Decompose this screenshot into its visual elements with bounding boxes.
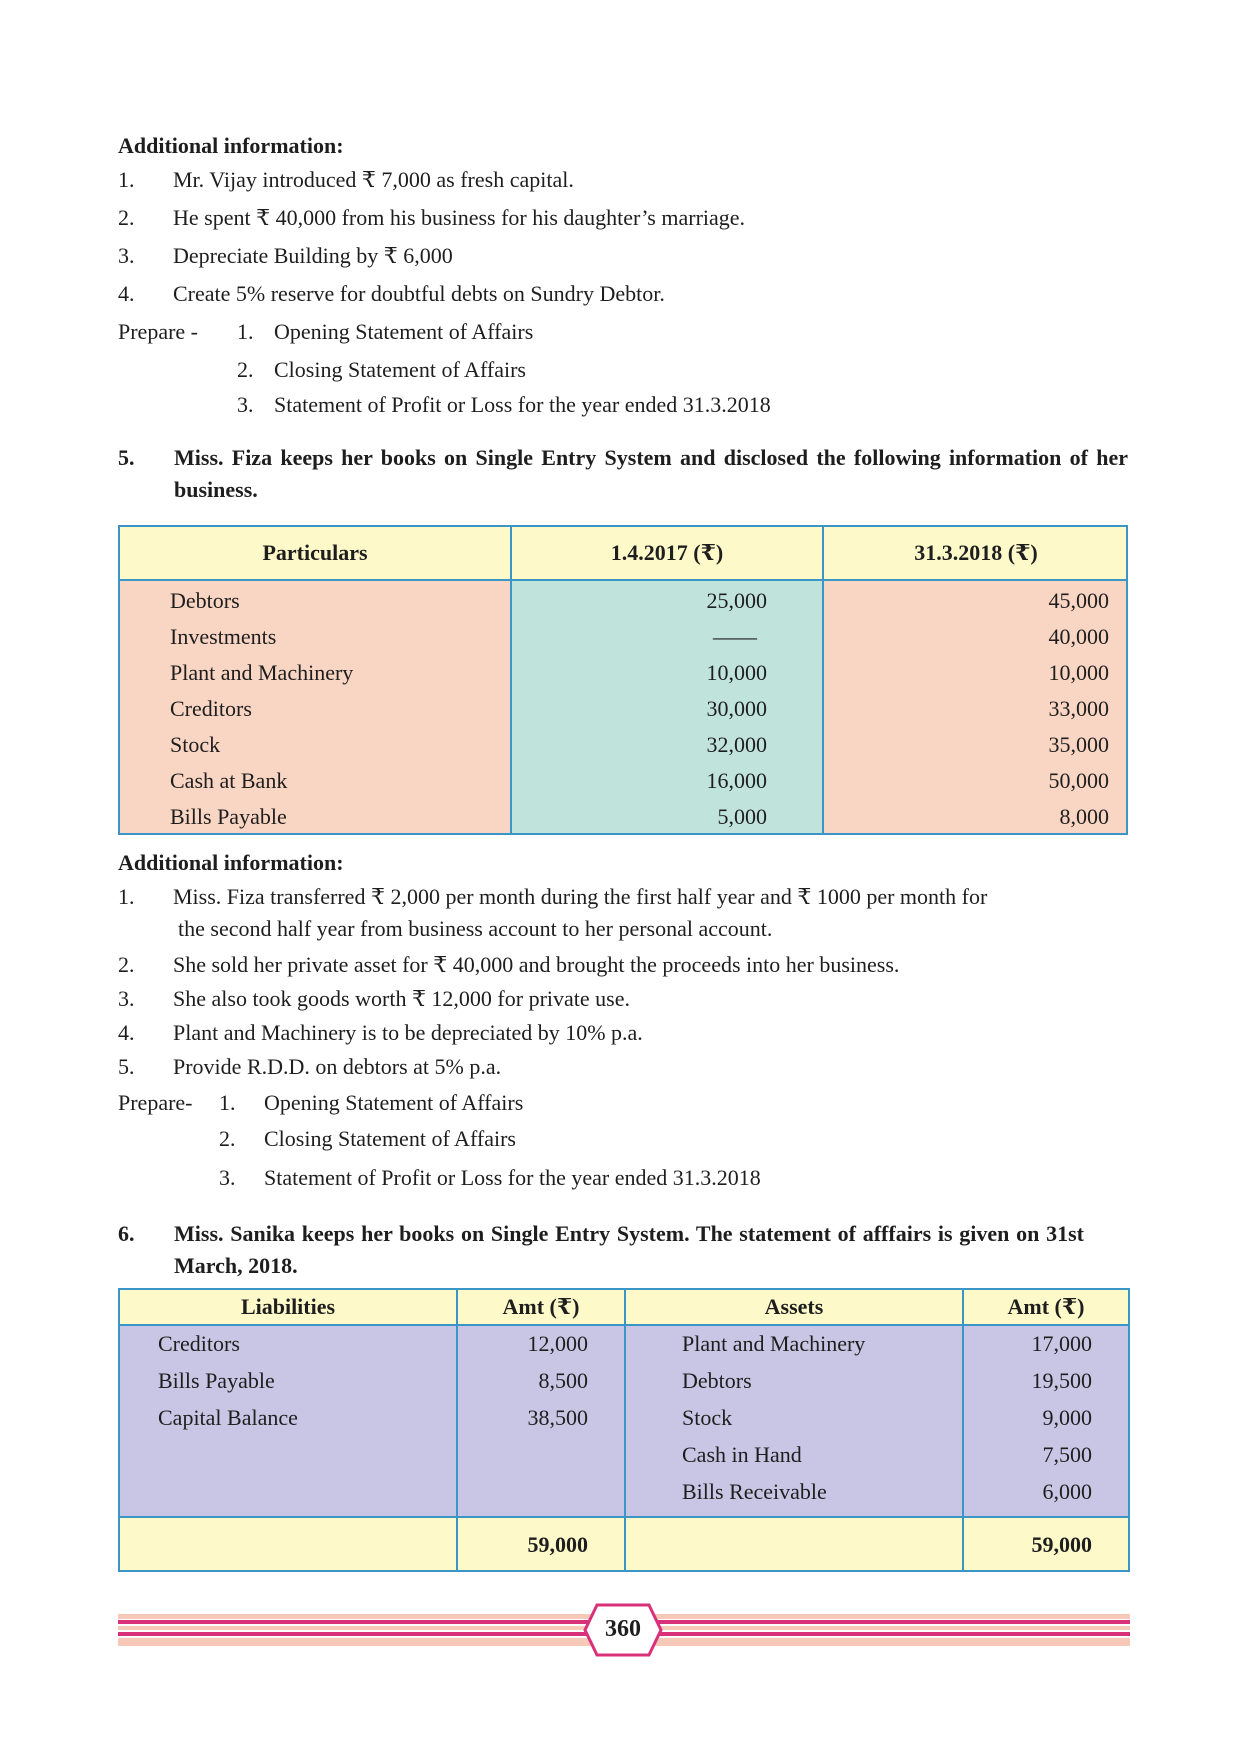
- prepare-item-number: 3.: [219, 1165, 236, 1190]
- asset-amount: 6,000: [1042, 1479, 1092, 1504]
- header-closing-date: 31.3.2018 (₹): [914, 540, 1038, 565]
- particular: Creditors: [170, 696, 252, 721]
- asset-amount: 9,000: [1042, 1405, 1092, 1430]
- asset-name: Plant and Machinery: [682, 1331, 866, 1356]
- liability-name: Capital Balance: [158, 1405, 298, 1430]
- item-number: 1.: [118, 884, 135, 909]
- particular: Plant and Machinery: [170, 660, 354, 685]
- header-particulars: Particulars: [262, 540, 368, 565]
- prepare-item-number: 1.: [219, 1090, 236, 1115]
- item-text: Provide R.D.D. on debtors at 5% p.a.: [173, 1054, 502, 1079]
- particular: Cash at Bank: [170, 768, 288, 793]
- question-6: [118, 1218, 1084, 1284]
- particular: Bills Payable: [170, 804, 287, 829]
- liability-amount: 8,500: [538, 1368, 588, 1393]
- table-row: [120, 1400, 1128, 1436]
- item-number: 4.: [118, 1020, 135, 1045]
- table-row: [120, 619, 1126, 655]
- prepare-label-top: Prepare -: [118, 319, 199, 344]
- question-text: Miss. Sanika keeps her books on Single Entry System. The statement of afffairs is given on 31st March, 2018.: [174, 1221, 1084, 1278]
- item-text: Create 5% reserve for doubtful debts on Sundry Debtor.: [173, 281, 665, 306]
- table-row: [120, 799, 1126, 835]
- table-row: [120, 727, 1126, 763]
- table-row: [120, 763, 1126, 799]
- question-number: 6.: [118, 1221, 135, 1246]
- prepare-item-number: 1.: [237, 319, 254, 344]
- question-5: [118, 442, 1128, 508]
- item-number: 3.: [118, 243, 135, 268]
- asset-amount: 19,500: [1031, 1368, 1092, 1393]
- prepare-item: [219, 1124, 516, 1154]
- prepare-item-number: 2.: [237, 357, 254, 382]
- prepare-item: [237, 355, 526, 385]
- table-row: [120, 583, 1126, 619]
- asset-amount: 7,500: [1042, 1442, 1092, 1467]
- item-text: She sold her private asset for ₹ 40,000 and brought the proceeds into her business.: [173, 952, 900, 977]
- prepare-item: [219, 1163, 761, 1193]
- item-text: Depreciate Building by ₹ 6,000: [173, 243, 453, 268]
- item-number: 2.: [118, 205, 135, 230]
- item-number: 4.: [118, 281, 135, 306]
- opening-amount: 5,000: [717, 804, 767, 829]
- opening-amount: ——: [713, 624, 757, 649]
- liability-amount: 38,500: [527, 1405, 588, 1430]
- table-row: [120, 1474, 1128, 1510]
- prepare-item-text: Opening Statement of Affairs: [274, 319, 534, 344]
- asset-name: Bills Receivable: [682, 1479, 827, 1504]
- header-liabilities: Liabilities: [240, 1294, 336, 1319]
- liability-amount: 12,000: [527, 1331, 588, 1356]
- prepare-item: [237, 390, 771, 420]
- prepare-label-q5: Prepare-: [118, 1090, 193, 1115]
- asset-name: Stock: [682, 1405, 733, 1430]
- prepare-item: [237, 317, 534, 347]
- header-liabilities-amount: Amt (₹): [502, 1294, 580, 1319]
- additional-info-heading-top: Additional information:: [118, 133, 344, 158]
- item-text: Plant and Machinery is to be depreciated by 10% p.a.: [173, 1020, 643, 1045]
- asset-name: Cash in Hand: [682, 1442, 802, 1467]
- item-number: 1.: [118, 167, 135, 192]
- item-text-continued: the second half year from business account to her personal account.: [178, 916, 773, 941]
- closing-amount: 33,000: [1048, 696, 1109, 721]
- closing-amount: 45,000: [1048, 588, 1109, 613]
- page-number: 360: [605, 1616, 641, 1642]
- closing-amount: 40,000: [1048, 624, 1109, 649]
- item-number: 3.: [118, 986, 135, 1011]
- closing-amount: 8,000: [1059, 804, 1109, 829]
- asset-name: Debtors: [682, 1368, 752, 1393]
- item-text: Miss. Fiza transferred ₹ 2,000 per month during the first half year and ₹ 1000 per month for: [173, 884, 988, 909]
- header-assets-amount: Amt (₹): [1007, 1294, 1085, 1319]
- particular: Debtors: [170, 588, 240, 613]
- question-number: 5.: [118, 445, 135, 470]
- item-number: 5.: [118, 1054, 135, 1079]
- opening-amount: 16,000: [706, 768, 767, 793]
- particular: Investments: [170, 624, 277, 649]
- closing-amount: 10,000: [1048, 660, 1109, 685]
- total-liabilities: 59,000: [527, 1532, 588, 1557]
- asset-amount: 17,000: [1031, 1331, 1092, 1356]
- table-row: [120, 1437, 1128, 1473]
- total-assets: 59,000: [1031, 1532, 1092, 1557]
- prepare-item-number: 2.: [219, 1126, 236, 1151]
- opening-amount: 30,000: [706, 696, 767, 721]
- table-row: [120, 1363, 1128, 1399]
- closing-amount: 35,000: [1048, 732, 1109, 757]
- opening-amount: 10,000: [706, 660, 767, 685]
- table-row: [120, 691, 1126, 727]
- liability-name: Creditors: [158, 1331, 240, 1356]
- prepare-item-text: Statement of Profit or Loss for the year ended 31.3.2018: [274, 392, 771, 417]
- opening-amount: 32,000: [706, 732, 767, 757]
- statement-of-affairs-table: [118, 1288, 1130, 1572]
- liability-name: Bills Payable: [158, 1368, 275, 1393]
- balances-table: [118, 525, 1128, 835]
- closing-amount: 50,000: [1048, 768, 1109, 793]
- item-text: He spent ₹ 40,000 from his business for his daughter’s marriage.: [173, 205, 746, 230]
- question-text: Miss. Fiza keeps her books on Single Entry System and disclosed the following information of her business.: [174, 445, 1128, 502]
- prepare-item-text: Opening Statement of Affairs: [264, 1090, 524, 1115]
- opening-amount: 25,000: [706, 588, 767, 613]
- header-assets: Assets: [764, 1294, 824, 1319]
- table-row: [120, 1326, 1128, 1362]
- prepare-item-number: 3.: [237, 392, 254, 417]
- prepare-item-text: Closing Statement of Affairs: [274, 357, 526, 382]
- header-opening-date: 1.4.2017 (₹): [610, 540, 724, 565]
- prepare-item: [219, 1088, 524, 1118]
- prepare-item-text: Statement of Profit or Loss for the year ended 31.3.2018: [264, 1165, 761, 1190]
- item-number: 2.: [118, 952, 135, 977]
- prepare-item-text: Closing Statement of Affairs: [264, 1126, 516, 1151]
- table-row: [120, 655, 1126, 691]
- item-text: She also took goods worth ₹ 12,000 for private use.: [173, 986, 630, 1011]
- particular: Stock: [170, 732, 221, 757]
- additional-info-heading-q5: Additional information:: [118, 850, 344, 875]
- item-text: Mr. Vijay introduced ₹ 7,000 as fresh capital.: [173, 167, 574, 192]
